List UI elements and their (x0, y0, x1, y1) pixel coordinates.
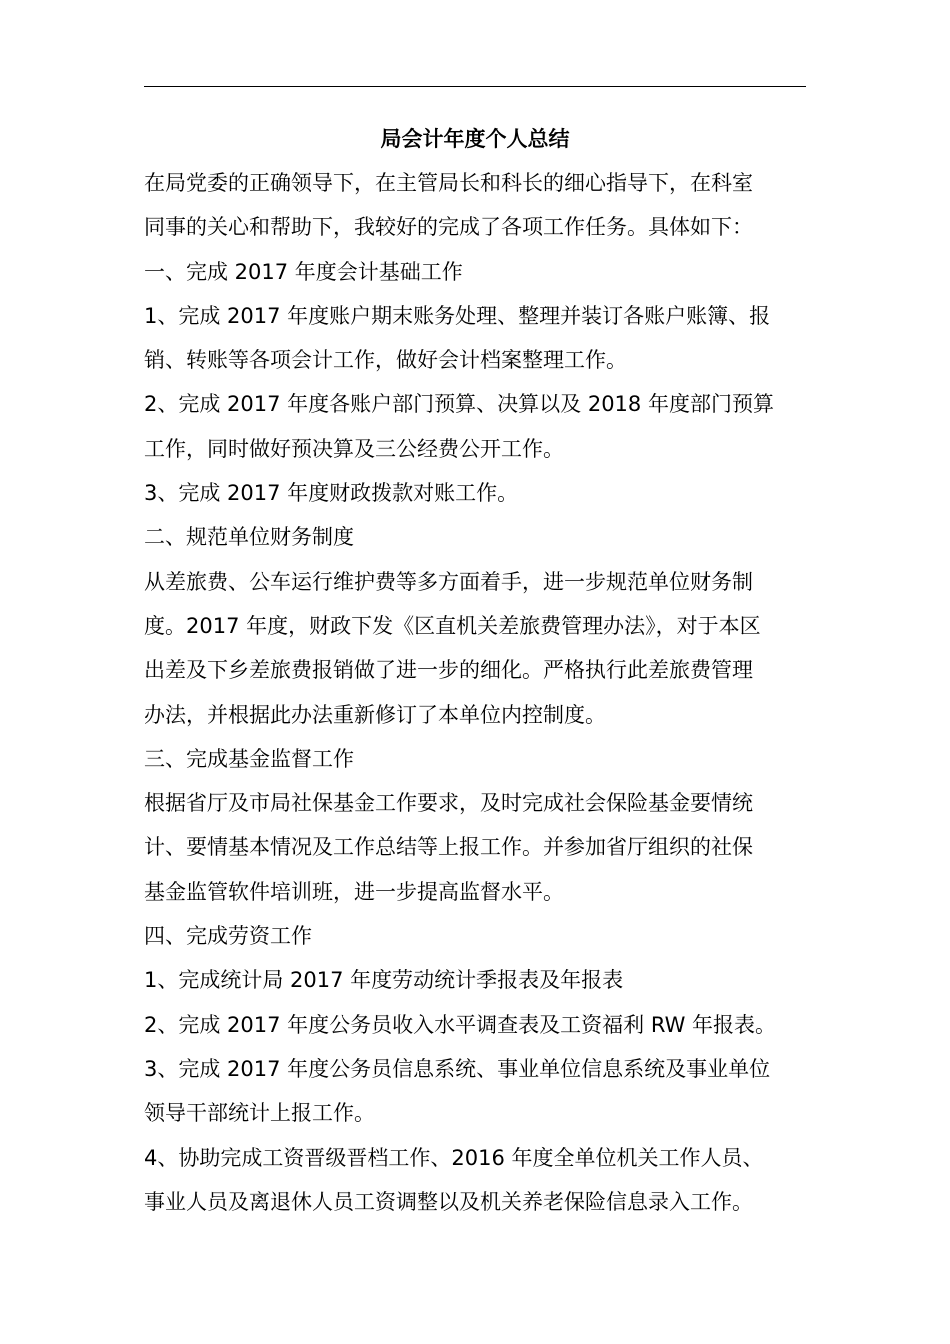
text-line: 计、要情基本情况及工作总结等上报工作。并参加省厅组织的社保 (144, 835, 753, 860)
section-heading: 一、完成 2017 年度会计基础工作 (144, 259, 463, 284)
text-line: 4、协助完成工资晋级晋档工作、2016 年度全单位机关工作人员、 (144, 1145, 764, 1170)
section-heading: 二、规范单位财务制度 (144, 525, 354, 550)
text-line: 同事的关心和帮助下，我较好的完成了各项工作任务。具体如下： (144, 215, 753, 240)
section-heading: 四、完成劳资工作 (144, 924, 312, 949)
text-line: 3、完成 2017 年度公务员信息系统、事业单位信息系统及事业单位 (144, 1056, 771, 1081)
text-line: 出差及下乡差旅费报销做了进一步的细化。严格执行此差旅费管理 (144, 658, 753, 683)
text-line: 销、转账等各项会计工作，做好会计档案整理工作。 (144, 348, 627, 373)
text-line: 事业人员及离退休人员工资调整以及机关养老保险信息录入工作。 (144, 1189, 753, 1214)
document-title: 局会计年度个人总结 (380, 127, 570, 151)
text-line: 根据省厅及市局社保基金工作要求，及时完成社会保险基金要情统 (144, 791, 753, 816)
text-line: 1、完成统计局 2017 年度劳动统计季报表及年报表 (144, 968, 624, 993)
text-line: 在局党委的正确领导下，在主管局长和科长的细心指导下，在科室 (144, 171, 753, 195)
text-line: 基金监管软件培训班，进一步提高监督水平。 (144, 879, 564, 904)
text-line: 2、完成 2017 年度公务员收入水平调查表及工资福利 RW 年报表。 (144, 1012, 777, 1037)
header-rule (144, 86, 806, 87)
text-line: 3、完成 2017 年度财政拨款对账工作。 (144, 481, 519, 506)
text-line: 1、完成 2017 年度账户期末账务处理、整理并装订各账户账簿、报 (144, 303, 771, 328)
text-line: 从差旅费、公车运行维护费等多方面着手，进一步规范单位财务制 (144, 569, 753, 594)
text-line: 2、完成 2017 年度各账户部门预算、决算以及 2018 年度部门预算 (144, 392, 774, 417)
text-line: 办法，并根据此办法重新修订了本单位内控制度。 (144, 702, 606, 727)
section-heading: 三、完成基金监督工作 (144, 746, 354, 771)
text-line: 度。2017 年度，财政下发《区直机关差旅费管理办法》，对于本区 (144, 613, 761, 638)
document-body (144, 161, 809, 1224)
text-line: 领导干部统计上报工作。 (144, 1101, 375, 1126)
text-line: 工作，同时做好预决算及三公经费公开工作。 (144, 436, 564, 461)
